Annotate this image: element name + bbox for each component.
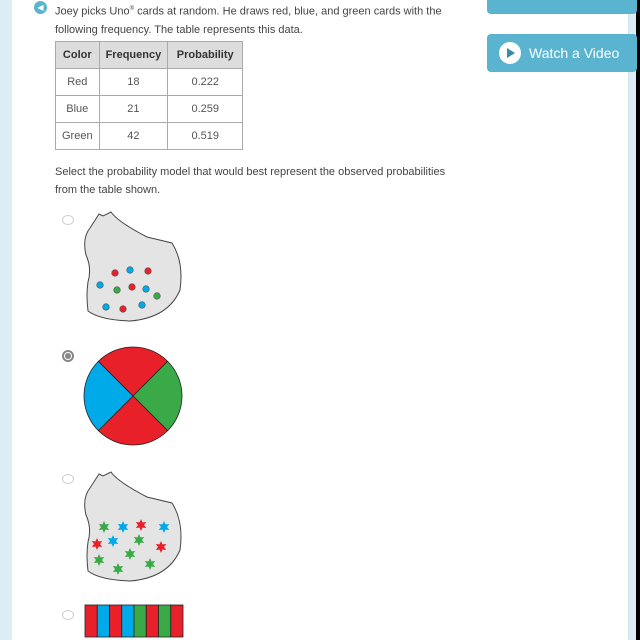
bar-stripe-blue xyxy=(122,605,134,637)
bar-stripe-red xyxy=(171,605,183,637)
marble-red xyxy=(145,268,152,275)
marble-blue xyxy=(143,286,150,293)
marble-blue xyxy=(139,302,146,309)
header-color: Color xyxy=(56,42,100,69)
marble-red xyxy=(120,306,127,313)
marble-red xyxy=(129,284,136,291)
table-row: Green 42 0.519 xyxy=(56,123,243,150)
marble-green xyxy=(114,287,121,294)
table-row: Red 18 0.222 xyxy=(56,69,243,96)
bar-stripe-red xyxy=(146,605,158,637)
bar-stripe-red xyxy=(85,605,97,637)
bag-shape xyxy=(85,212,181,321)
header-frequency: Frequency xyxy=(99,42,168,69)
marble-blue xyxy=(103,304,110,311)
bar-stripe-green xyxy=(159,605,171,637)
bar-stripe-red xyxy=(110,605,122,637)
marble-green xyxy=(154,293,161,300)
bar-stripe-green xyxy=(134,605,146,637)
marble-blue xyxy=(127,267,134,274)
marble-red xyxy=(112,270,119,277)
watch-video-button[interactable]: Watch a Video xyxy=(487,34,637,72)
audio-icon[interactable]: ◀ xyxy=(34,1,47,14)
marble-blue xyxy=(97,282,104,289)
question-text: Joey picks Uno® cards at random. He draws red, blue, and green cards with the following frequency. The table represents this data. xyxy=(55,5,442,36)
bar-stripe-blue xyxy=(97,605,109,637)
header-probability: Probability xyxy=(168,42,243,69)
table-row: Blue 21 0.259 xyxy=(56,96,243,123)
prompt-text: Select the probability model that would best represent the observed probabilities from the table shown. xyxy=(55,166,446,196)
